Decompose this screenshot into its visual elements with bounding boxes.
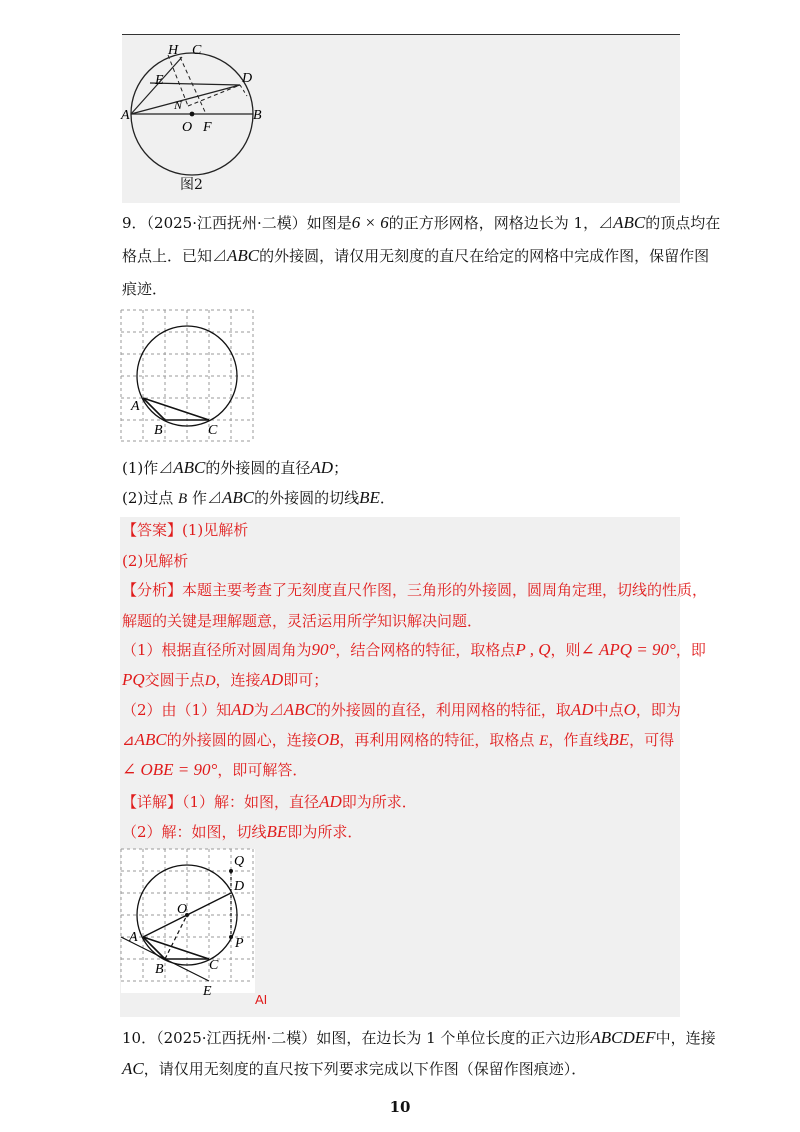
step2-abc2: ABC	[134, 730, 167, 749]
detail-ad: AD	[319, 792, 342, 811]
step1-deg90: 90°	[311, 640, 336, 659]
q9-label-A: A	[131, 399, 140, 414]
step2-ad2: AD	[570, 700, 594, 719]
step2-ob: OB	[316, 730, 340, 749]
detail-be: BE	[266, 822, 288, 841]
q9-ad: AD	[310, 458, 334, 477]
step1-b: ，结合网格的特征，取格点	[335, 641, 516, 659]
q9-part1b: 的外接圆的直径	[205, 459, 311, 477]
step1-e: 交圆于点	[144, 671, 205, 689]
fig2-label-C: C	[192, 43, 202, 58]
step2-line1	[122, 700, 681, 720]
analysis-tag: 【分析】	[122, 581, 183, 599]
q9-number: 9．	[122, 214, 147, 232]
fig2-label-A: A	[121, 108, 130, 123]
q9-abc: ABC	[173, 458, 206, 477]
step1-line1	[122, 640, 706, 660]
ans-label-B: B	[155, 962, 164, 977]
q10-t3: ，请仅用无刻度的直尺按下列要求完成以下作图（保留作图痕迹）．	[143, 1060, 587, 1078]
q9-part2c: 的外接圆的切线	[254, 489, 360, 507]
step2-e: ，即为	[635, 701, 681, 719]
analysis-line1	[122, 580, 707, 600]
step1-d: ，即	[675, 641, 706, 659]
step2-b: 为	[253, 701, 269, 719]
step1-ad: AD	[260, 670, 284, 689]
q10-number: 10．	[122, 1029, 157, 1047]
triangle-symbol: ⊿	[212, 247, 228, 265]
q10-line1	[122, 1028, 716, 1048]
step2-i: ，可得	[629, 731, 675, 749]
q9-line2	[122, 246, 709, 266]
step2-line3	[122, 760, 307, 780]
q9-label-B: B	[154, 423, 163, 438]
detail-line1	[122, 792, 417, 812]
step2-be: BE	[608, 730, 630, 749]
step2-c: 的外接圆的直径，利用网格的特征，取	[315, 701, 571, 719]
q9-line3: 痕迹．	[122, 280, 168, 298]
step2-line2	[122, 730, 674, 751]
step2-f: 的外接圆的圆心，连接	[166, 731, 317, 749]
analysis-line2: 解题的关键是理解题意，灵活运用所学知识解决问题．	[122, 612, 483, 630]
detail-tag: 【详解】	[122, 793, 183, 811]
step2-point-o: O	[623, 700, 636, 719]
q10-t1: 如图，在边长为 1 个单位长度的正六边形	[316, 1029, 591, 1047]
ans-label-Q: Q	[234, 854, 245, 869]
q9-stem2: 的正方形网格，网格边长为 1，	[388, 214, 599, 232]
answer-part2: (2)见解析	[122, 552, 189, 570]
answer-grid-figure	[121, 849, 261, 999]
step2-point-e: E	[539, 733, 549, 749]
answer-line1	[122, 520, 248, 540]
triangle-symbol: ⊿	[206, 489, 222, 507]
q9-period: ．	[379, 489, 395, 507]
q9-be: BE	[359, 488, 380, 507]
q9-grid-size: 6 × 6	[351, 213, 389, 232]
q9-point-b: B	[178, 491, 188, 507]
ans-label-C: C	[209, 958, 219, 973]
step2-j: ，即可解答．	[217, 761, 308, 779]
ans-label-D: D	[234, 879, 245, 894]
q9-part2a: (2)过点	[122, 489, 179, 507]
step1-line2	[122, 670, 328, 691]
triangle-symbol: ⊿	[158, 459, 174, 477]
step2-abc: ABC	[283, 700, 316, 719]
ans-label-P: P	[235, 936, 244, 951]
step1-point-d: D	[204, 673, 216, 689]
step1-eq90: = 90°	[632, 640, 676, 659]
q9-line2a: 格点上．已知	[122, 247, 213, 265]
fig2-label-N: N	[174, 98, 183, 112]
answer-tag: 【答案】	[122, 521, 183, 539]
fig2-label-B: B	[253, 108, 262, 123]
q9-line1	[122, 213, 720, 233]
page-number: 10	[389, 1098, 411, 1116]
q9-abc: ABC	[222, 488, 255, 507]
fig2-label-O: O	[182, 120, 193, 135]
ans-label-O: O	[177, 902, 188, 917]
q9-part2b: 作	[187, 489, 207, 507]
step2-d: 中点	[593, 701, 624, 719]
q9-semi: ；	[333, 459, 349, 477]
q9-stem1: 如图是	[306, 214, 352, 232]
q10-line2	[122, 1059, 586, 1079]
q10-abcdef: ABCDEF	[590, 1028, 656, 1047]
q9-stem3: 的顶点均在	[645, 214, 721, 232]
fig2-label-E: E	[155, 73, 164, 88]
step2-eq90: = 90°	[173, 760, 218, 779]
step2-h: ，作直线	[548, 731, 609, 749]
step1-f: ，连接	[215, 671, 261, 689]
ans-label-E: E	[203, 984, 212, 999]
step1-a: （1）根据直径所对圆周角为	[122, 641, 312, 659]
triangle-symbol: ⊿	[122, 731, 135, 749]
detail-line2	[122, 822, 362, 842]
step2-a: （2）由（1）知	[122, 701, 232, 719]
fig2-label-F: F	[203, 120, 212, 135]
q9-grid-figure	[121, 310, 256, 442]
step1-c: ，则	[550, 641, 581, 659]
step1-g: 即可；	[283, 671, 329, 689]
step2-ad: AD	[231, 700, 254, 719]
analysis-text1: 本题主要考查了无刻度直尺作图，三角形的外接圆，圆周角定理，切线的性质，	[182, 581, 708, 599]
figure2-caption: 图2	[180, 177, 203, 193]
q10-ac: AC	[122, 1059, 144, 1078]
answer-part1: (1)见解析	[182, 521, 249, 539]
step1-pq2: PQ	[122, 670, 145, 689]
q9-abc: ABC	[613, 213, 646, 232]
q9-line2b: 的外接圆，请仅用无刻度的直尺在给定的网格中完成作图，保留作图	[259, 247, 710, 265]
q10-t2: 中，连接	[655, 1029, 716, 1047]
detail-1a: （1）解：如图，直径	[182, 793, 320, 811]
step2-angle-obe: ∠ OBE	[122, 760, 174, 779]
step1-pq: P , Q	[515, 640, 551, 659]
fig2-label-H: H	[168, 43, 179, 58]
fig2-label-D: D	[242, 71, 253, 86]
q9-part1a: (1)作	[122, 459, 159, 477]
detail-2b: 即为所求．	[287, 823, 363, 841]
step2-g: ，再利用网格的特征，取格点	[339, 731, 540, 749]
q9-part1	[122, 458, 348, 478]
q9-label-C: C	[208, 423, 218, 438]
q9-part2	[122, 488, 395, 509]
q10-source: （2025·江西抚州·二模）	[156, 1029, 317, 1047]
step1-angle-apq: ∠ APQ	[580, 640, 633, 659]
q9-abc: ABC	[227, 246, 260, 265]
q9-source: （2025·江西抚州·二模）	[146, 214, 307, 232]
figure2-circle-diagram	[0, 0, 800, 210]
ans-label-A: A	[129, 930, 138, 945]
ai-watermark: AI	[255, 992, 268, 1007]
triangle-symbol: ⊿	[268, 701, 284, 719]
detail-2a: （2）解：如图，切线	[122, 823, 267, 841]
detail-1b: 即为所求．	[341, 793, 417, 811]
triangle-symbol: ⊿	[598, 214, 614, 232]
